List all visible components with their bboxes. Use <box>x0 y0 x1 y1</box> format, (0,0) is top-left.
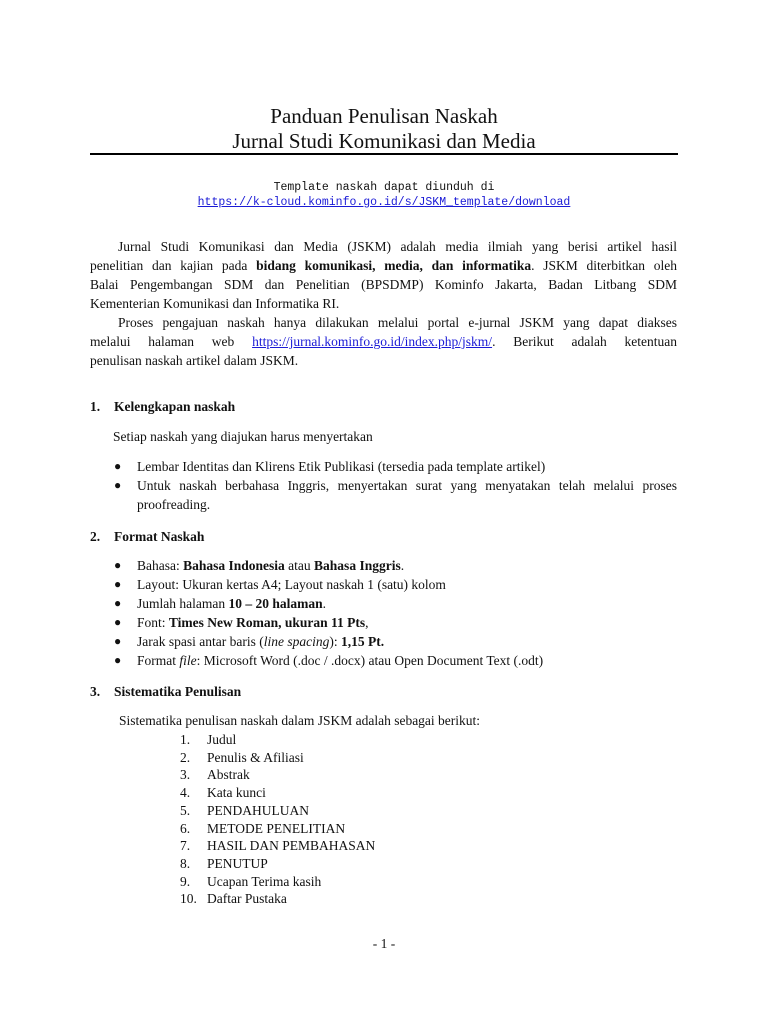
list-item <box>113 594 677 613</box>
list-item-text: Judul <box>207 732 237 747</box>
list-item-text: PENDAHULUAN <box>207 802 309 818</box>
list-item <box>180 873 375 891</box>
page-number: - 1 - <box>372 936 396 951</box>
list-item <box>113 575 677 594</box>
format-pages-label: Jumlah halaman <box>137 596 229 611</box>
bullet-icon: ● <box>114 653 122 667</box>
template-download-link[interactable]: https://k-cloud.kominfo.go.id/s/JSKM_template/download <box>197 196 571 209</box>
section1-bullet2-line2: proofreading. <box>137 497 211 512</box>
section3-number: 3. <box>90 684 101 699</box>
format-spacing-label: Jarak spasi antar baris ( <box>137 634 264 649</box>
list-item <box>180 731 375 749</box>
intro-p2-line2-text: melalui halaman web <box>90 334 253 349</box>
list-item <box>180 749 375 767</box>
section3-heading <box>90 682 241 701</box>
bullet-icon: ● <box>114 634 122 648</box>
bullet-icon: ● <box>114 596 122 610</box>
section2-bullet-list <box>113 556 677 670</box>
format-font-value: Times New Roman, ukuran 11 Pts <box>168 615 366 630</box>
section1-number: 1. <box>90 399 101 414</box>
section2-heading <box>90 527 204 546</box>
list-item-text: HASIL DAN PEMBAHASAN <box>207 838 376 854</box>
list-item <box>180 766 375 784</box>
list-item-number: 3. <box>180 767 191 783</box>
intro-p1-bold-topics: bidang komunikasi, media, dan informatika <box>256 258 532 273</box>
intro-paragraph <box>90 237 677 370</box>
document-title-line1: Panduan Penulisan Naskah <box>270 104 498 128</box>
list-item <box>180 784 375 802</box>
intro-p1-line1: Jurnal Studi Komunikasi dan Media (JSKM) adalah media ilmiah yang berisi artikel hasil <box>118 239 677 254</box>
format-font-label: Font: <box>137 615 169 630</box>
list-item-text: METODE PENELITIAN <box>207 820 346 836</box>
list-item <box>180 855 375 873</box>
list-item <box>180 837 375 855</box>
list-item <box>113 651 677 670</box>
section1-intro: Setiap naskah yang diajukan harus menyertakan <box>113 429 373 444</box>
list-item-number: 4. <box>180 785 191 801</box>
list-item <box>113 556 677 575</box>
format-layout-text: Layout: Ukuran kertas A4; Layout naskah 1 (satu) kolom <box>137 577 446 592</box>
list-item-text: Ucapan Terima kasih <box>207 873 322 889</box>
format-language-en: Bahasa Inggris <box>314 558 401 573</box>
section1-bullet2-text <box>137 476 677 514</box>
bullet-icon: ● <box>114 577 122 591</box>
section1-bullet2-line1: Untuk naskah berbahasa Inggris, menyertakan surat yang menyatakan telah melalui proses <box>137 478 677 493</box>
intro-p2-line2 <box>90 332 677 351</box>
intro-p2-line1: Proses pengajuan naskah hanya dilakukan melalui portal e-jurnal JSKM yang dapat diakses <box>118 315 677 330</box>
bullet-icon: ● <box>114 478 122 492</box>
section1-bullet-list <box>113 457 677 514</box>
list-item-text: Penulis & Afiliasi <box>207 749 304 765</box>
bullet-icon: ● <box>114 615 122 629</box>
template-note-text: Template naskah dapat diunduh di <box>273 181 495 194</box>
list-item-number: 9. <box>180 873 191 889</box>
list-item <box>180 802 375 820</box>
document-title-line2: Jurnal Studi Komunikasi dan Media <box>232 129 536 153</box>
format-spacing-value: 1,15 Pt. <box>340 634 385 649</box>
intro-p2-line2-end: . Berikut adalah ketentuan <box>492 334 677 349</box>
section2-number: 2. <box>90 529 101 544</box>
list-item-number: 1. <box>180 732 191 747</box>
format-pages-end: . <box>322 596 326 611</box>
list-item <box>113 476 677 514</box>
intro-p1-line2-text: penelitian dan kajian pada <box>90 258 257 273</box>
bullet-icon: ● <box>114 459 122 473</box>
list-item <box>113 457 677 476</box>
format-file-italic: file <box>179 653 197 668</box>
list-item-number: 7. <box>180 838 191 854</box>
format-language-label: Bahasa: <box>137 558 184 573</box>
intro-p1-line3: Balai Pengembangan SDM dan Penelitian (BPSDMP) Kominfo Jakarta, Badan Litbang SDM <box>90 277 677 292</box>
intro-p2-line3: penulisan naskah artikel dalam JSKM. <box>90 353 299 368</box>
format-language-id: Bahasa Indonesia <box>183 558 285 573</box>
format-file-value: : Microsoft Word (.doc / .docx) atau Open Document Text (.odt) <box>196 653 544 668</box>
list-item <box>180 890 375 908</box>
list-item-number: 5. <box>180 802 191 818</box>
list-item-text: Abstrak <box>207 767 250 783</box>
format-file-label: Format <box>137 653 180 668</box>
section1-bullet1-text: Lembar Identitas dan Klirens Etik Publikasi (tersedia pada template artikel) <box>137 459 546 474</box>
list-item-text: PENUTUP <box>207 855 268 871</box>
format-pages-value: 10 – 20 halaman <box>228 596 323 611</box>
list-item <box>180 820 375 838</box>
jurnal-portal-link[interactable]: https://jurnal.kominfo.go.id/index.php/jskm/ <box>252 334 493 349</box>
list-item-number: 8. <box>180 855 191 871</box>
format-spacing-italic: line spacing <box>263 634 330 649</box>
list-item-text: Daftar Pustaka <box>207 891 287 907</box>
section3-intro: Sistematika penulisan naskah dalam JSKM adalah sebagai berikut: <box>119 713 481 728</box>
template-note-link-row <box>0 195 768 210</box>
section2-title: Format Naskah <box>114 529 205 544</box>
intro-p1-line2 <box>90 256 677 275</box>
section3-title: Sistematika Penulisan <box>114 684 242 699</box>
intro-p1-line2-end: . JSKM diterbitkan oleh <box>531 258 677 273</box>
format-spacing-sep: ): <box>329 634 341 649</box>
list-item-text: Kata kunci <box>207 785 266 801</box>
list-item <box>113 613 677 632</box>
list-item-number: 2. <box>180 749 191 765</box>
section1-heading <box>90 397 235 416</box>
list-item <box>113 632 677 651</box>
title-divider <box>90 153 678 155</box>
list-item-number: 6. <box>180 820 191 836</box>
section1-title: Kelengkapan naskah <box>114 399 236 414</box>
format-language-or: atau <box>284 558 315 573</box>
bullet-icon: ● <box>114 558 122 572</box>
section3-numbered-list <box>180 731 375 908</box>
format-font-end: , <box>365 615 369 630</box>
intro-p1-line4: Kementerian Komunikasi dan Informatika RI. <box>90 296 340 311</box>
list-item-number: 10. <box>180 891 197 907</box>
format-language-end: . <box>400 558 405 573</box>
